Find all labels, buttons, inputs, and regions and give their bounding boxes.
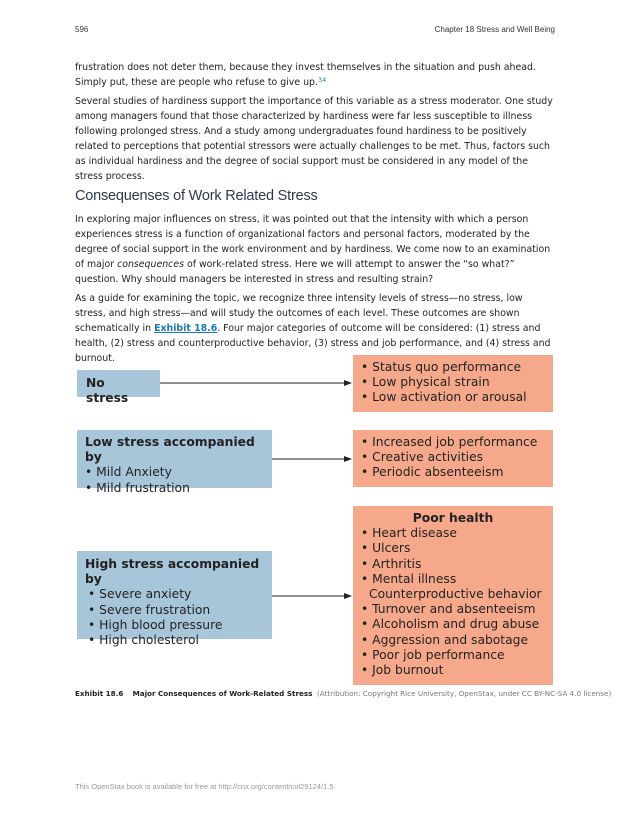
outcome-item: • Heart disease	[361, 526, 457, 541]
outcome-item: • Low physical strain	[361, 375, 490, 390]
caption-label: Exhibit 18.6	[75, 689, 124, 698]
exhibit-link[interactable]: Exhibit 18.6	[154, 323, 218, 334]
paragraph-3-emphasis: consequences	[117, 259, 184, 270]
outcome-item: • Turnover and absenteeism	[361, 602, 536, 617]
caption-title: Major Consequences of Work-Related Stress	[132, 689, 313, 698]
outcome-item: • Job burnout	[361, 663, 444, 678]
stress-symptom-item: • High cholesterol	[88, 633, 199, 648]
paragraph-3-text-b: of work-related stress. Here we will attempt to answer the “so what?” question. Why should managers be interested in stress and resulting strain?	[75, 259, 515, 285]
outcome-item: Counterproductive behavior	[369, 587, 542, 602]
low-stress-title: Low stress accompanied by	[85, 435, 255, 465]
paragraph-1-text: frustration does not deter them, because they invest themselves in the situation and push ahead. Simply put, these are people who refuse to give up.	[75, 62, 536, 88]
outcome-item: • Arthritis	[361, 556, 422, 571]
page-footer: This OpenStax book is available for free at http://cnx.org/content/col29124/1.5	[75, 782, 334, 791]
stress-symptom-item: • Severe frustration	[88, 602, 211, 617]
reference-34[interactable]: 34	[317, 76, 327, 84]
no-stress-title: No stress	[86, 376, 129, 406]
paragraph-2: Several studies of hardiness support the importance of this variable as a stress moderator. One study among managers found that those characterized by hardiness were far less susceptible to illness following prolonged stress. And a study among undergraduates found hardiness to be positively related to perceptions that potential stressors were actually challenges to be met. Thus, factors such as individual hardiness and the degree of social support must be considered in any model of the stress process.	[75, 96, 553, 182]
outcome-item: • Increased job performance	[361, 435, 538, 449]
high-stress-title: High stress accompanied by	[85, 557, 260, 587]
exhibit-caption	[75, 689, 611, 698]
paragraph-4-text-a: As a guide for examining the topic, we recognize three intensity levels of stress—no stress, low stress, and high stress—and will study the outcomes of each level. These outcomes are shown schematically in	[75, 293, 523, 334]
paragraph-3-text-a: In exploring major influences on stress, it was pointed out that the intensity with which a person experiences stress is a function of organizational factors and personal factors, moderated by the degree of social support in the work environment and by hardiness. We come now to an examination of major	[75, 214, 551, 270]
poor-health-title: Poor health	[412, 511, 494, 525]
page-number: 596	[75, 25, 89, 34]
stress-symptom-item: • High blood pressure	[88, 617, 223, 632]
outcome-item: • Ulcers	[361, 541, 411, 556]
outcome-item: • Periodic absenteeism	[361, 465, 504, 480]
paragraph-4-text-b: . Four major categories of outcome will be considered: (1) stress and health, (2) stress and counterproductive behavior, (3) stress and job performance, and (4) stress and burnout.	[75, 323, 551, 364]
stress-symptom-item: • Severe anxiety	[88, 587, 192, 602]
outcome-item: • Creative activities	[361, 450, 484, 465]
stress-symptom-item: • Mild frustration	[85, 480, 190, 495]
outcome-item: • Aggression and sabotage	[361, 632, 529, 647]
caption-attribution: (Attribution: Copyright Rice University, OpenStax, under CC BY-NC-SA 4.0 license)	[317, 689, 612, 698]
section-title: Consequenses of Work Related Stress	[75, 188, 318, 204]
outcome-item: • Alcoholism and drug abuse	[361, 617, 540, 632]
outcome-item: • Poor job performance	[361, 647, 505, 662]
stress-symptom-item: • Mild Anxiety	[85, 465, 172, 480]
outcome-item: • Status quo performance	[361, 360, 522, 374]
chapter-title: Chapter 18 Stress and Well Being	[434, 25, 555, 34]
outcome-item: • Mental illness	[361, 571, 457, 586]
outcome-item: • Low activation or arousal	[361, 390, 527, 405]
